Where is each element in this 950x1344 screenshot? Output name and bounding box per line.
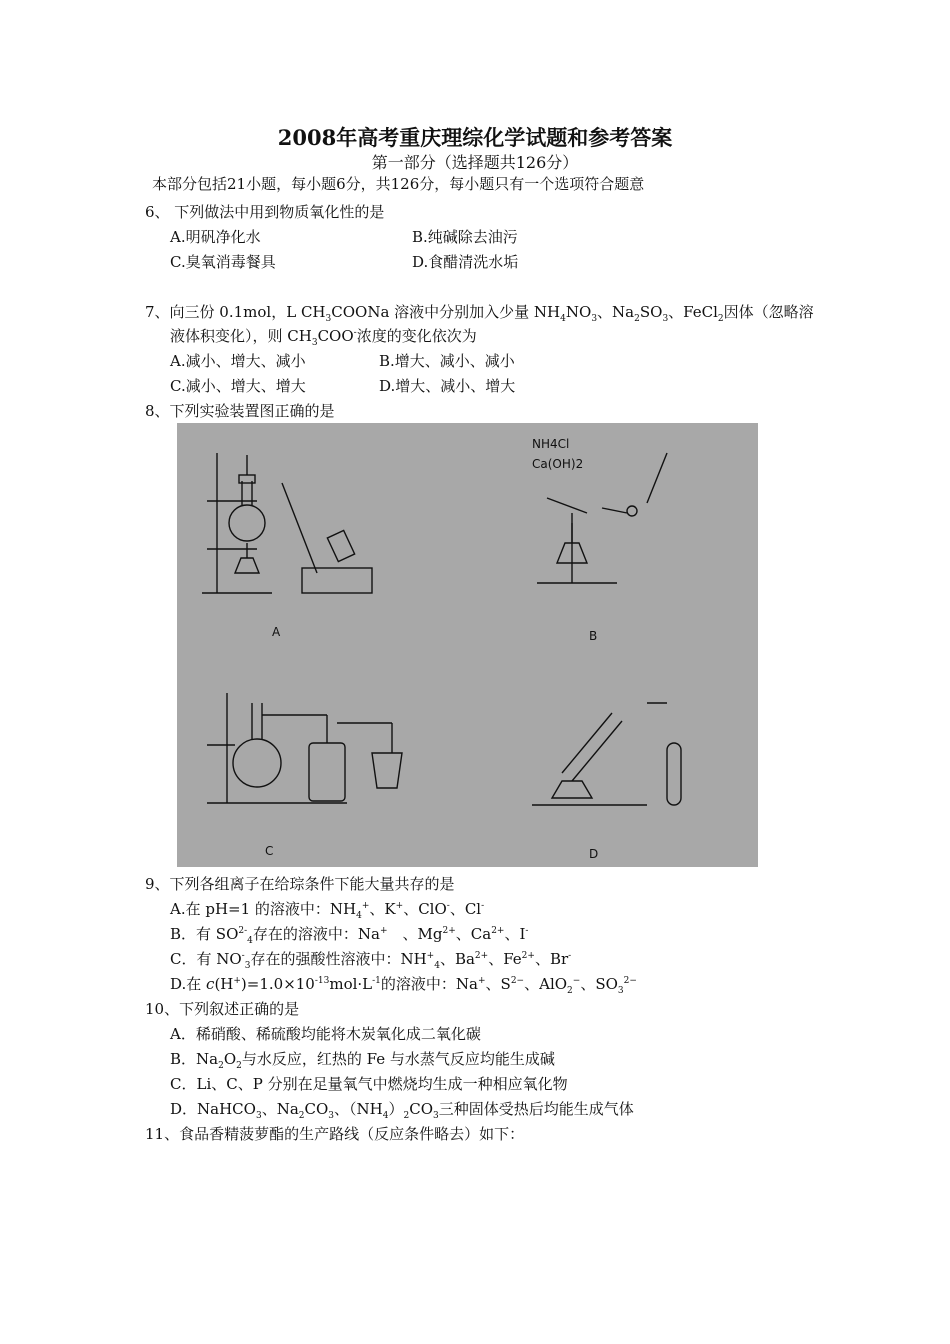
superscript: + <box>478 976 486 986</box>
text-span: 存在的溶液中：Na <box>252 925 380 943</box>
subscript: 3 <box>244 961 251 971</box>
superscript: 2− <box>623 976 637 986</box>
text-span: C．有 NO <box>170 950 242 968</box>
figure-label-d: D <box>589 847 599 861</box>
subscript: 4 <box>560 314 566 324</box>
q9-option-d <box>170 974 637 994</box>
text-span: c <box>206 975 215 993</box>
q6-option-b: B.纯碱除去油污 <box>412 228 518 246</box>
q8-stem: 8、下列实验装置图正确的是 <box>145 402 335 420</box>
superscript: − <box>572 976 581 986</box>
q10-option-c: C．Li、C、P 分别在足量氧气中燃烧均生成一种相应氧化物 <box>170 1075 568 1093</box>
figure-label-c: C <box>265 844 274 858</box>
text-span: B．有 SO <box>170 925 239 943</box>
text-span: )=1.0×10 <box>240 975 315 993</box>
figure-label-caoh2: Ca(OH)2 <box>532 457 584 471</box>
figure-label-b: B <box>589 629 598 643</box>
q10-option-a: A．稀硝酸、稀硫酸均能将木炭氧化成二氧化碳 <box>170 1025 481 1043</box>
apparatus-a-drawing <box>202 453 372 593</box>
q6-option-a: A.明矾净化水 <box>170 228 261 246</box>
section-intro: 本部分包括21小题，每小题6分，共126分，每小题只有一个选项符合题意 <box>152 175 645 193</box>
text-span: 、Na <box>261 1100 299 1118</box>
superscript: - <box>353 328 357 338</box>
text-span: 、Mg <box>387 925 443 943</box>
subscript: 3 <box>328 1111 335 1121</box>
text-span: B．Na <box>170 1050 219 1068</box>
text-span: 、Br <box>534 950 569 968</box>
q6-option-d: D.食醋清洗水垢 <box>412 253 519 271</box>
text-span: 液体积变化），则 CH <box>170 327 312 345</box>
q10-option-b <box>170 1049 555 1069</box>
apparatus-b-drawing <box>537 453 667 583</box>
superscript: + <box>361 901 370 911</box>
text-span: 浓度的变化依次为 <box>356 327 477 345</box>
text-span: COONa 溶液中分别加入少量 NH <box>331 303 561 321</box>
superscript: 2+ <box>474 951 489 961</box>
figure-label-nh4cl: NH4Cl <box>532 437 570 451</box>
superscript: -1 <box>372 976 381 986</box>
text-span: CO <box>409 1100 433 1118</box>
superscript: 2+ <box>442 926 456 936</box>
apparatus-d-drawing <box>532 703 681 805</box>
text-span: 、Cl <box>449 900 482 918</box>
subscript: 3 <box>591 314 598 324</box>
q7-option-c: C.减小、增大、增大 <box>170 377 306 395</box>
section-subtitle: 第一部分（选择题共126分） <box>371 153 579 172</box>
text-span: 、AlO <box>524 975 568 993</box>
subscript: 2 <box>634 314 640 324</box>
text-span: 的溶液中：Na <box>380 975 478 993</box>
subscript: 4 <box>434 961 440 971</box>
text-span: 与水反应，红热的 Fe 与水蒸气反应均能生成碱 <box>241 1050 555 1068</box>
subscript: 2 <box>567 986 573 996</box>
text-span: D．NaHCO <box>170 1100 256 1118</box>
text-span: 7、向三份 0.1mol，L CH <box>145 303 326 321</box>
superscript: - <box>525 926 529 936</box>
q7-stem-line2 <box>170 326 477 346</box>
superscript: 2- <box>238 926 248 936</box>
text-span: mol·L <box>329 975 373 993</box>
superscript: - <box>241 951 245 961</box>
subscript: 4 <box>382 1111 389 1121</box>
superscript: -13 <box>314 976 330 986</box>
q7-option-d: D.增大、减小、增大 <box>379 377 516 395</box>
superscript: 2+ <box>491 926 505 936</box>
text-span: 因体（忽略溶 <box>723 303 814 321</box>
superscript: + <box>426 951 435 961</box>
subscript: 3 <box>325 314 332 324</box>
text-span: 、（NH <box>334 1100 383 1118</box>
text-span: O <box>223 1050 237 1068</box>
text-span: 、FeCl <box>668 303 718 321</box>
superscript: + <box>233 976 241 986</box>
subscript: 2 <box>717 314 724 324</box>
text-span: 、I <box>504 925 526 943</box>
figure-label-a: A <box>272 625 281 639</box>
subscript: 3 <box>662 314 669 324</box>
text-span: 三种固体受热后均能生成气体 <box>438 1100 634 1118</box>
text-span: 、K <box>369 900 396 918</box>
subscript: 3 <box>433 1111 439 1121</box>
apparatus-drawing <box>177 423 758 867</box>
q6-stem: 6、 下列做法中用到物质氧化性的是 <box>145 203 385 221</box>
q6-option-c: C.臭氧消毒餐具 <box>170 253 276 271</box>
superscript: 2+ <box>521 951 535 961</box>
text-span: 、ClO <box>403 900 447 918</box>
q7-option-a: A.减小、增大、减小 <box>170 352 306 370</box>
apparatus-figure <box>177 423 758 867</box>
text-span: COO <box>317 327 354 345</box>
text-span: 、S <box>485 975 511 993</box>
text-span: 、Ca <box>455 925 492 943</box>
superscript: 2− <box>510 976 525 986</box>
subscript: 4 <box>356 911 362 921</box>
page-title: 2008年高考重庆理综化学试题和参考答案 <box>277 125 673 150</box>
superscript: - <box>481 901 485 911</box>
text-span: 、Na <box>597 303 635 321</box>
text-span: 、SO <box>580 975 618 993</box>
subscript: 2 <box>298 1111 305 1121</box>
superscript: - <box>446 901 450 911</box>
q7-option-b: B.增大、减小、减小 <box>379 352 515 370</box>
subscript: 4 <box>247 936 253 946</box>
superscript: + <box>379 926 388 936</box>
superscript: - <box>568 951 572 961</box>
q10-stem: 10、下列叙述正确的是 <box>145 1000 300 1018</box>
q9-option-b <box>170 924 528 944</box>
text-span: A.在 pH=1 的溶液中：NH <box>170 900 357 918</box>
subscript: 2 <box>218 1061 224 1071</box>
text-span: SO <box>639 303 663 321</box>
subscript: 3 <box>255 1111 262 1121</box>
text-span: NO <box>565 303 592 321</box>
q9-option-c <box>170 949 571 969</box>
text-span: 存在的强酸性溶液中：NH <box>250 950 427 968</box>
text-span: 、Fe <box>488 950 522 968</box>
text-span: ） <box>388 1100 404 1118</box>
q10-option-d <box>170 1099 634 1119</box>
subscript: 2 <box>236 1061 242 1071</box>
q11-stem: 11、食品香精菠萝酯的生产路线（反应条件略去）如下： <box>145 1125 525 1143</box>
subscript: 3 <box>311 338 318 348</box>
q9-stem: 9、下列各组离子在给琮条件下能大量共存的是 <box>145 875 455 893</box>
subscript: 3 <box>617 986 624 996</box>
text-span: 、Ba <box>439 950 475 968</box>
text-span: CO <box>304 1100 329 1118</box>
q9-option-a <box>170 899 484 919</box>
apparatus-c-drawing <box>207 693 402 803</box>
subscript: 2 <box>403 1111 410 1121</box>
superscript: + <box>395 901 404 911</box>
text-span: D.在 <box>170 975 207 993</box>
text-span: (H <box>214 975 234 993</box>
q7-stem-line1 <box>145 302 814 322</box>
